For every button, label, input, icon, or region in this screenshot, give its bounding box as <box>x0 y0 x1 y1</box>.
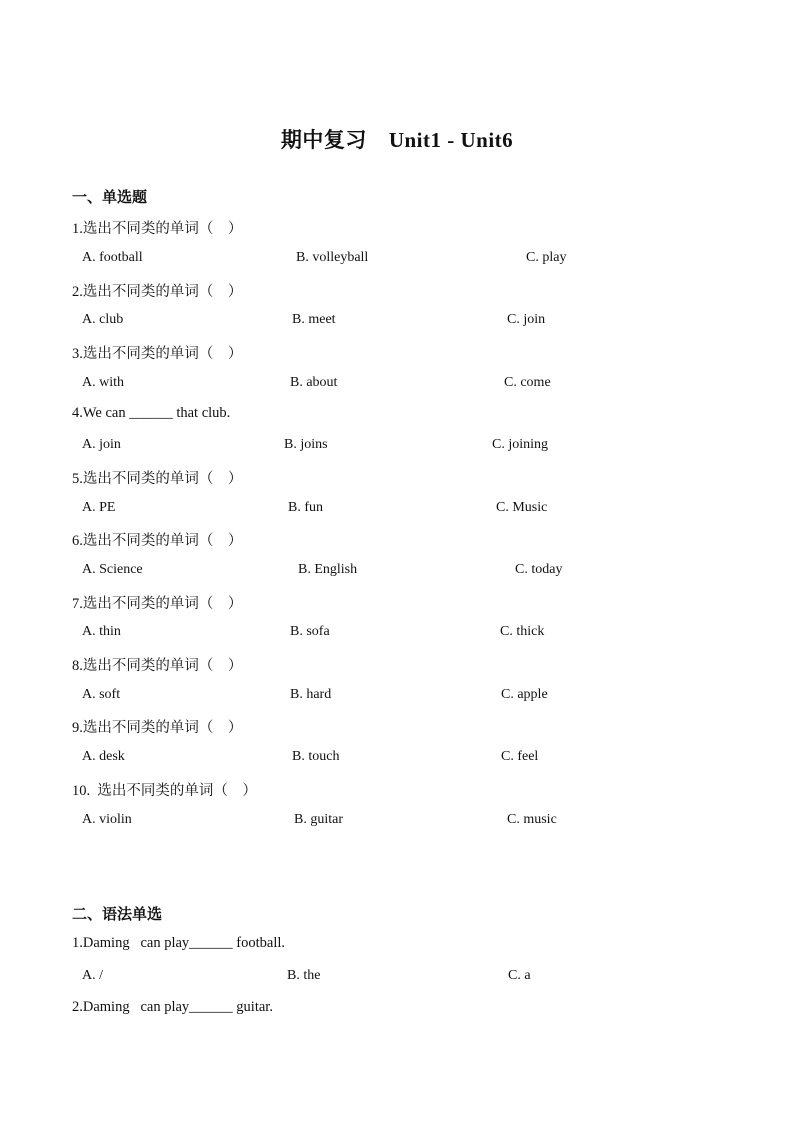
option-b: B. meet <box>292 312 336 327</box>
section-heading-grammar: 二、语法单选 <box>72 907 163 923</box>
option-b: B. the <box>287 968 321 983</box>
option-c: C. come <box>504 375 551 390</box>
option-c: C. today <box>515 562 563 577</box>
option-a: A. thin <box>82 624 121 639</box>
question-stem: 2.选出不同类的单词（ ） <box>72 284 243 300</box>
option-b: B. fun <box>288 500 323 515</box>
question-stem: 1.选出不同类的单词（ ） <box>72 221 243 237</box>
option-b: B. sofa <box>290 624 330 639</box>
option-c: C. a <box>508 968 531 983</box>
option-a: A. with <box>82 375 124 390</box>
option-c: C. join <box>507 312 546 327</box>
question-stem: 7.选出不同类的单词（ ） <box>72 596 243 612</box>
option-c: C. thick <box>500 624 545 639</box>
title-chinese: 期中复习 <box>280 128 367 152</box>
option-a: A. football <box>82 250 143 265</box>
option-a: A. desk <box>82 749 125 764</box>
question-stem: 10. 选出不同类的单词（ ） <box>72 783 257 799</box>
question-stem: 6.选出不同类的单词（ ） <box>72 533 243 549</box>
question-stem: 4.We can ______ that club. <box>72 405 231 421</box>
option-c: C. apple <box>501 687 548 702</box>
option-b: B. volleyball <box>296 250 369 265</box>
question-stem: 8.选出不同类的单词（ ） <box>72 658 243 674</box>
option-a: A. violin <box>82 812 132 827</box>
section-heading-single-choice: 一、单选题 <box>72 190 148 206</box>
option-a: A. join <box>82 437 121 452</box>
option-c: C. joining <box>492 437 549 452</box>
option-c: C. music <box>507 812 557 827</box>
question-stem: 5.选出不同类的单词（ ） <box>72 471 243 487</box>
page-title <box>0 124 794 154</box>
option-a: A. / <box>82 968 103 983</box>
option-b: B. about <box>290 375 338 390</box>
option-a: A. Science <box>82 562 143 577</box>
title-units: Unit1 - Unit6 <box>388 128 514 152</box>
option-b: B. guitar <box>294 812 343 827</box>
question-stem: 3.选出不同类的单词（ ） <box>72 346 243 362</box>
question-stem: 2.Daming can play______ guitar. <box>72 999 273 1015</box>
option-c: C. Music <box>496 500 548 515</box>
option-c: C. play <box>526 250 567 265</box>
question-stem: 1.Daming can play______ football. <box>72 935 286 951</box>
option-b: B. joins <box>284 437 328 452</box>
option-b: B. English <box>298 562 358 577</box>
option-b: B. hard <box>290 687 332 702</box>
option-a: A. club <box>82 312 124 327</box>
option-c: C. feel <box>501 749 539 764</box>
option-a: A. soft <box>82 687 121 702</box>
option-a: A. PE <box>82 500 116 515</box>
question-stem: 9.选出不同类的单词（ ） <box>72 720 243 736</box>
option-b: B. touch <box>292 749 340 764</box>
